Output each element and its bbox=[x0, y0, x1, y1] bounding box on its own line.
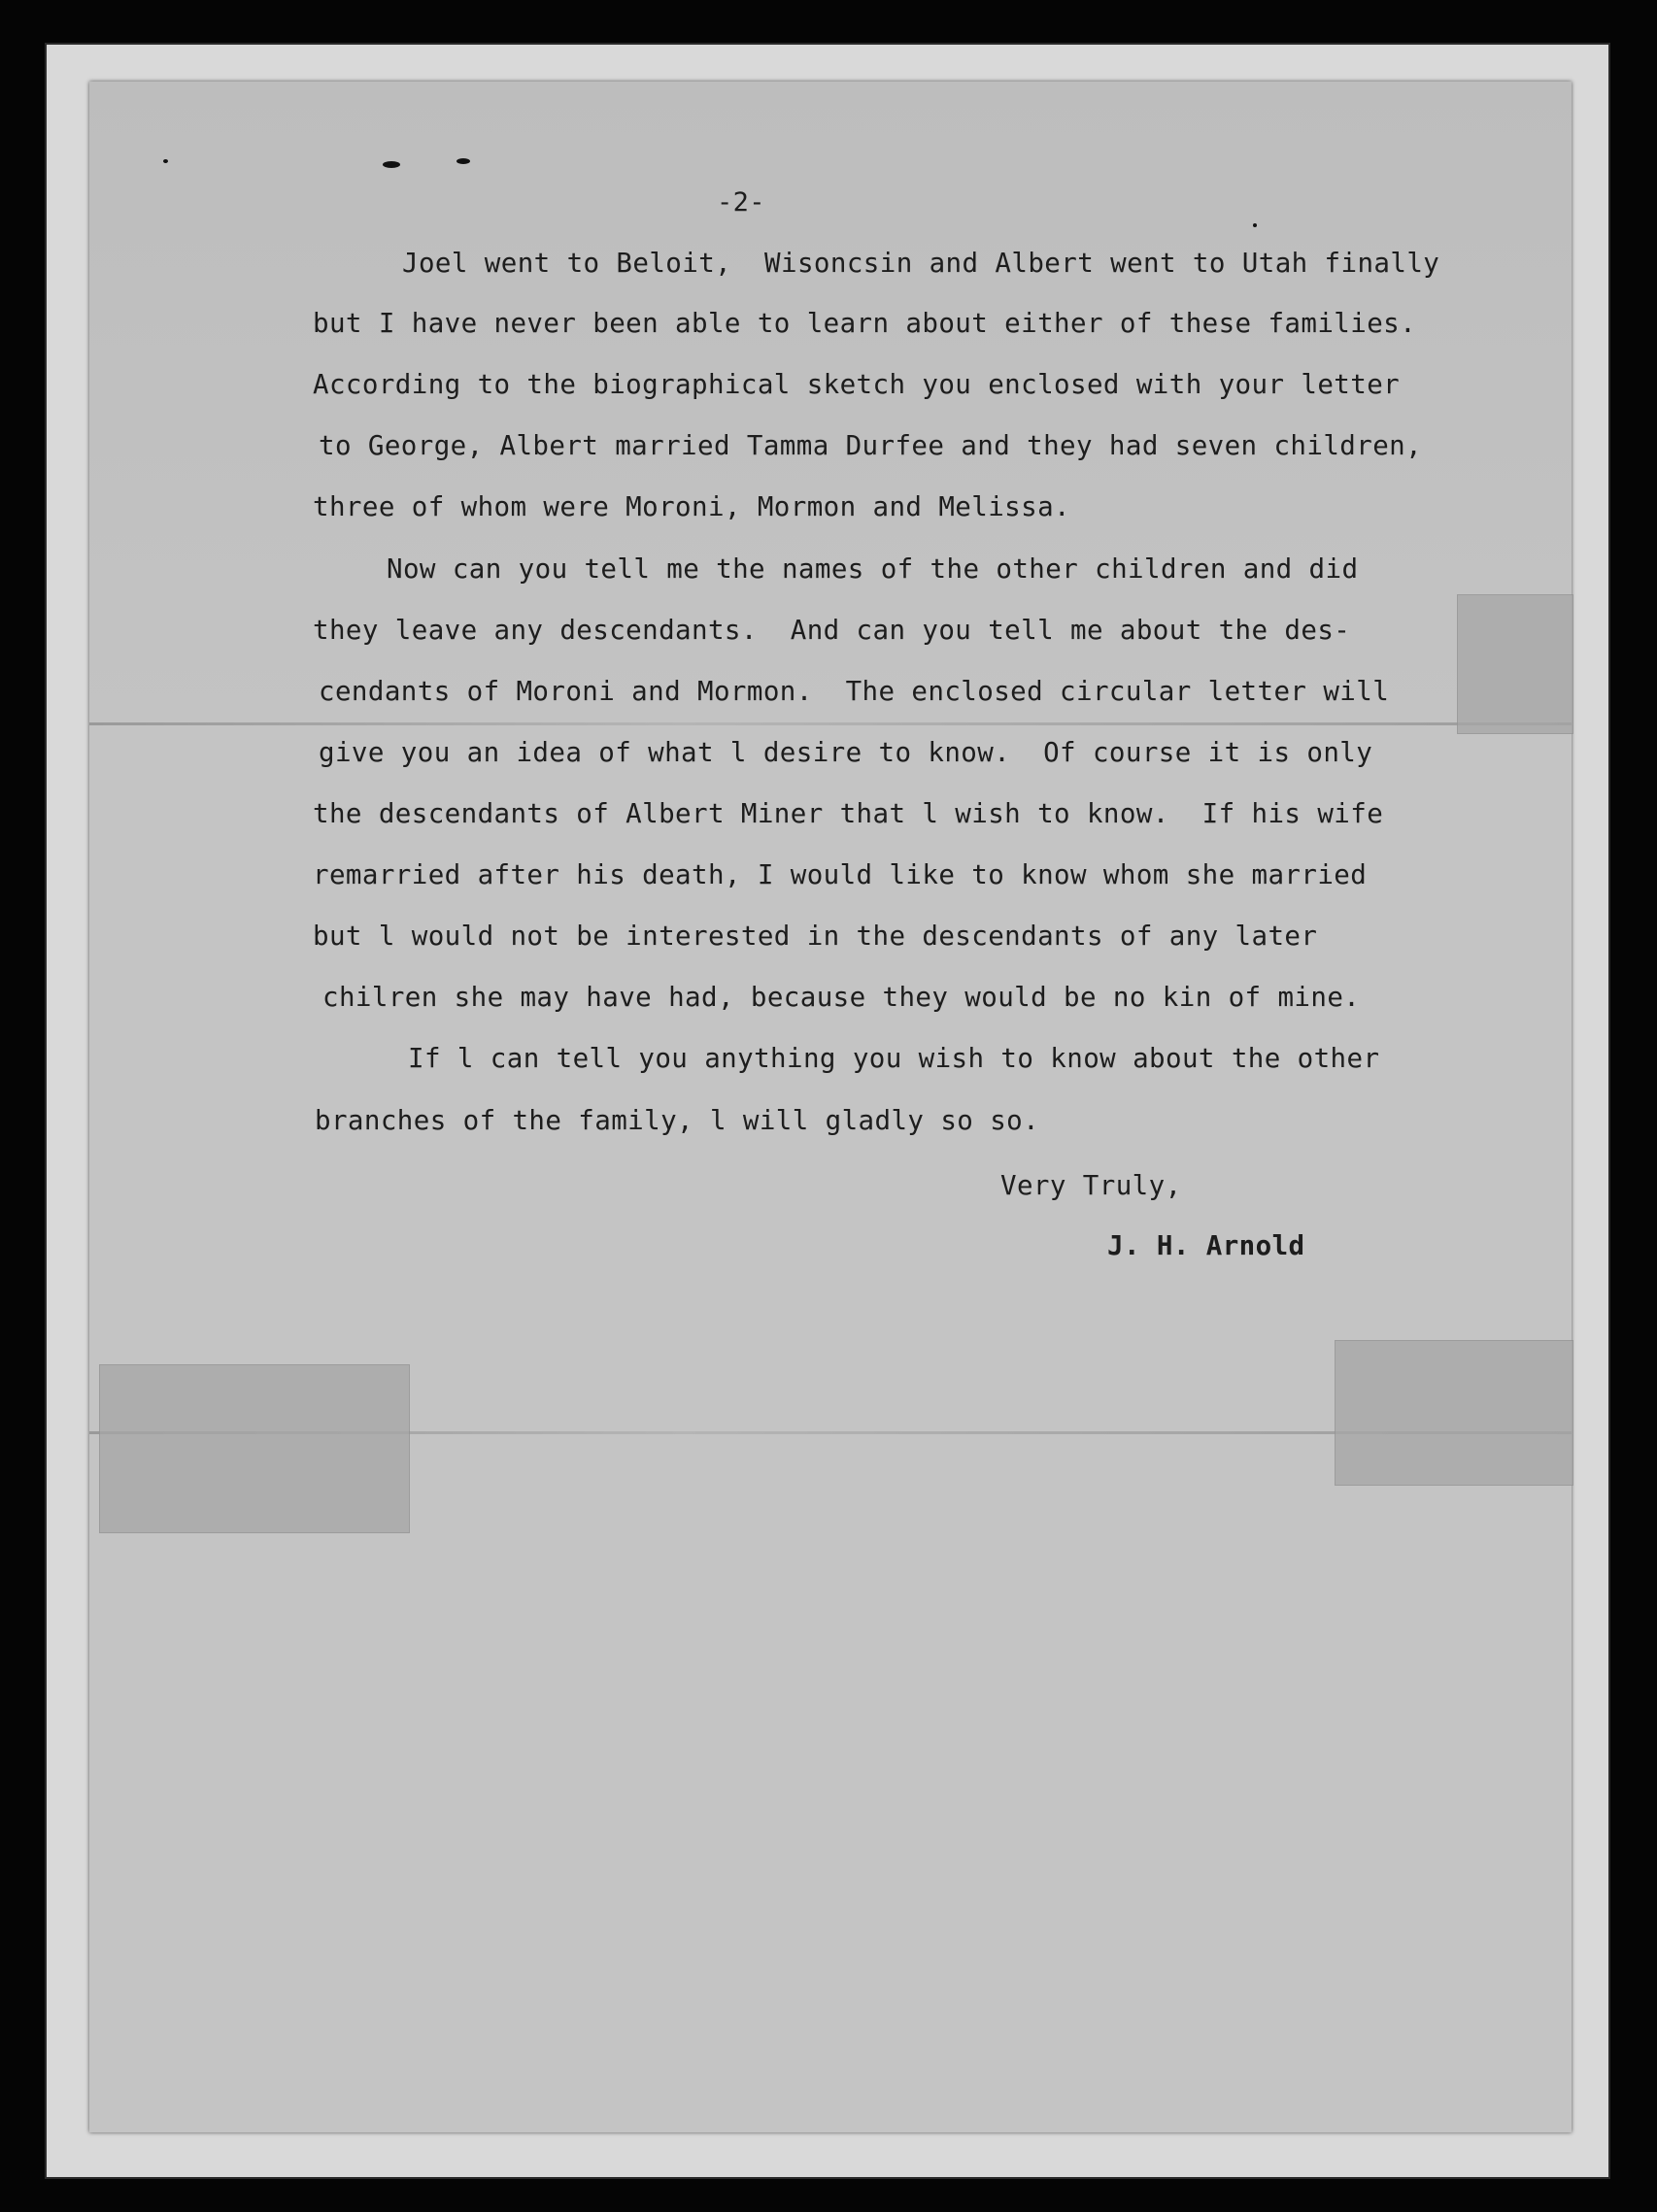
letter-line: to George, Albert married Tamma Durfee and they had seven children, bbox=[319, 430, 1423, 461]
letter-line: three of whom were Moroni, Mormon and Melissa. bbox=[313, 491, 1070, 522]
letter-line: cendants of Moroni and Mormon. The enclosed circular letter will bbox=[319, 676, 1390, 707]
letter-line: If l can tell you anything you wish to know about the other bbox=[408, 1043, 1380, 1074]
letter-line: Joel went to Beloit, Wisoncsin and Albert went to Utah finally bbox=[402, 248, 1440, 279]
page-number: -2- bbox=[717, 187, 765, 218]
letter-line: they leave any descendants. And can you tell me about the des- bbox=[313, 615, 1351, 646]
letter-line: but l would not be interested in the descendants of any later bbox=[313, 921, 1318, 952]
signature-name: J. H. Arnold bbox=[1107, 1230, 1305, 1261]
letter-line: the descendants of Albert Miner that l wish to know. If his wife bbox=[313, 798, 1384, 829]
letter-line: but I have never been able to learn about either of these families. bbox=[313, 308, 1417, 339]
letter-line: give you an idea of what l desire to know. Of course it is only bbox=[319, 737, 1373, 768]
closing-salutation: Very Truly, bbox=[1000, 1170, 1182, 1201]
letter-line: branches of the family, l will gladly so so. bbox=[315, 1105, 1040, 1136]
letter-line: chilren she may have had, because they would be no kin of mine. bbox=[322, 982, 1361, 1013]
letter-line: Now can you tell me the names of the other children and did bbox=[387, 553, 1359, 585]
letter-line: remarried after his death, I would like to know whom she married bbox=[313, 859, 1368, 890]
letter-line: According to the biographical sketch you enclosed with your letter bbox=[313, 369, 1401, 400]
